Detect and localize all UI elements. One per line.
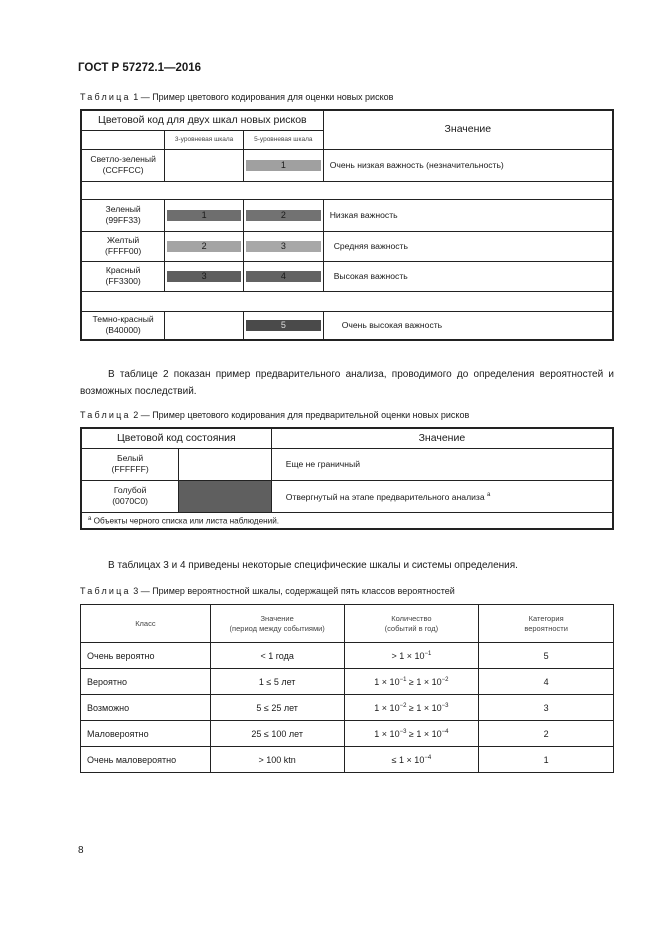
table-row	[81, 643, 614, 669]
table1-head-sub3: 3-уровневая шкала	[165, 130, 244, 149]
color-name-cell: Красный (FF3300)	[81, 261, 165, 291]
swatch-fill: 3	[167, 271, 241, 282]
category-cell: 2	[479, 721, 614, 747]
table1-head-sub5: 5-уровневая шкала	[243, 130, 323, 149]
swatch-fill: 1	[167, 210, 241, 221]
page-number: 8	[78, 845, 84, 856]
table3-head-class: Класс	[81, 605, 211, 643]
class-cell: Очень вероятно	[81, 643, 211, 669]
category-cell: 1	[479, 747, 614, 773]
swatch-3-level	[165, 311, 244, 340]
paragraph-table2-intro: В таблице 2 показан пример предварительного анализа, проводимого до определения вероятностей и возможных последствий.	[80, 369, 614, 397]
class-cell: Возможно	[81, 695, 211, 721]
table2-footnote: $^a$ Объекты черного списка или листа наблюдений.	[81, 512, 613, 529]
count-cell: ≤ $1 \times 10^{-4}$	[344, 747, 479, 773]
table-spacer-row	[81, 291, 613, 311]
class-cell: Очень маловероятно	[81, 747, 211, 773]
category-cell: 4	[479, 669, 614, 695]
table-probability-scale	[80, 604, 614, 773]
table3-caption-text: 3 — Пример вероятностной шкалы, содержащей пять классов вероятностей	[130, 586, 455, 596]
class-cell: Маловероятно	[81, 721, 211, 747]
swatch-5-level	[243, 311, 323, 340]
value-cell: Высокая важность	[323, 261, 613, 291]
swatch-3-level	[165, 199, 244, 231]
class-cell: Вероятно	[81, 669, 211, 695]
table1-caption-label: Таблица	[80, 92, 131, 102]
color-name-cell: Белый (FFFFFF)	[81, 448, 179, 480]
value-cell: Отвергнутый на этапе предварительного анализа $^a$	[271, 480, 613, 512]
color-name-cell: Светло-зеленый (CCFFCC)	[81, 149, 165, 181]
swatch-fill: 2	[167, 241, 241, 252]
table-row	[81, 261, 613, 291]
table-row	[81, 311, 613, 340]
color-name-cell: Темно-красный (B40000)	[81, 311, 165, 340]
table2-caption-label: Таблица	[80, 410, 131, 420]
color-swatch	[179, 448, 272, 480]
value-cell: Очень высокая важность	[323, 311, 613, 340]
table-row	[81, 669, 614, 695]
table-row	[81, 199, 613, 231]
table3-head-category: Категория вероятности	[479, 605, 614, 643]
count-cell: > $1 \times 10^{-1}$	[344, 643, 479, 669]
footnote-ref: a	[487, 491, 491, 498]
table-row	[81, 747, 614, 773]
table-row	[81, 721, 614, 747]
table2-caption	[80, 410, 469, 420]
value-cell: Очень низкая важность (незначительность)	[323, 149, 613, 181]
table-color-coding-new-risks	[80, 109, 614, 341]
table1-head-value: Значение	[323, 110, 613, 149]
table1-head-blank	[81, 130, 165, 149]
paragraph-tables3-4-intro: В таблицах 3 и 4 приведены некоторые специфические шкалы и системы определения.	[108, 560, 518, 571]
swatch-fill: 1	[246, 160, 321, 171]
color-name-cell: Желтый (FFFF00)	[81, 231, 165, 261]
table2-head-code: Цветовой код состояния	[81, 428, 271, 448]
count-cell: $1 \times 10^{-2} \ge 1 \times 10^{-3}$	[344, 695, 479, 721]
table-spacer-row	[81, 181, 613, 199]
swatch-3-level	[165, 231, 244, 261]
count-cell: $1 \times 10^{-3} \ge 1 \times 10^{-4}$	[344, 721, 479, 747]
value-cell: Средняя важность	[323, 231, 613, 261]
color-name-cell: Зеленый (99FF33)	[81, 199, 165, 231]
swatch-fill: 4	[246, 271, 321, 282]
swatch-5-level	[243, 149, 323, 181]
table1-head-main: Цветовой код для двух шкал новых рисков	[81, 110, 323, 130]
value-cell: Низкая важность	[323, 199, 613, 231]
swatch-5-level	[243, 231, 323, 261]
table1-caption	[80, 92, 393, 102]
table3-caption	[80, 586, 455, 596]
swatch-3-level	[165, 261, 244, 291]
period-cell: < 1 года	[210, 643, 344, 669]
table-row	[81, 695, 614, 721]
color-swatch	[179, 480, 272, 512]
swatch-5-level	[243, 261, 323, 291]
period-cell: > 100 ktn	[210, 747, 344, 773]
table-row	[81, 480, 613, 512]
period-cell: 1 ≤ 5 лет	[210, 669, 344, 695]
table3-head-value: Значение (период между событиями)	[210, 605, 344, 643]
table3-caption-label: Таблица	[80, 586, 131, 596]
period-cell: 5 ≤ 25 лет	[210, 695, 344, 721]
swatch-fill: 5	[246, 320, 321, 331]
table3-head-count: Количество (событий в год)	[344, 605, 479, 643]
table2-caption-text: 2 — Пример цветового кодирования для предварительной оценки новых рисков	[130, 410, 470, 420]
table-color-coding-preliminary	[80, 427, 614, 530]
swatch-5-level	[243, 199, 323, 231]
color-name-cell: Голубой (0070C0)	[81, 480, 179, 512]
swatch-fill: 3	[246, 241, 321, 252]
period-cell: 25 ≤ 100 лет	[210, 721, 344, 747]
table-row	[81, 149, 613, 181]
table2-head-value: Значение	[271, 428, 613, 448]
document-code: ГОСТ Р 57272.1—2016	[78, 62, 202, 74]
category-cell: 3	[479, 695, 614, 721]
table1-caption-text: 1 — Пример цветового кодирования для оценки новых рисков	[130, 92, 394, 102]
swatch-3-level	[165, 149, 244, 181]
table-row	[81, 231, 613, 261]
table-row	[81, 448, 613, 480]
category-cell: 5	[479, 643, 614, 669]
count-cell: $1 \times 10^{-1} \ge 1 \times 10^{-2}$	[344, 669, 479, 695]
swatch-fill: 2	[246, 210, 321, 221]
value-cell: Еще не граничный	[271, 448, 613, 480]
